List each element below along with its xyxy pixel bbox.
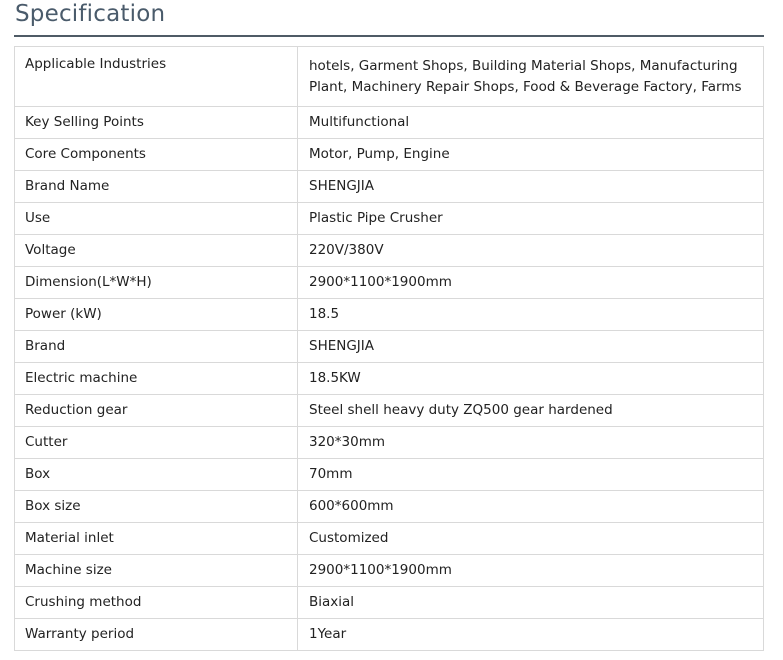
spec-value: 320*30mm (298, 427, 764, 459)
table-row (15, 491, 764, 523)
table-row (15, 459, 764, 491)
spec-label: Warranty period (15, 619, 298, 651)
spec-label: Use (15, 203, 298, 235)
spec-value: Customized (298, 523, 764, 555)
table-row (15, 139, 764, 171)
spec-value: 18.5KW (298, 363, 764, 395)
table-row (15, 171, 764, 203)
spec-value: Steel shell heavy duty ZQ500 gear hardened (298, 395, 764, 427)
spec-value: SHENGJIA (298, 331, 764, 363)
spec-value: Motor, Pump, Engine (298, 139, 764, 171)
spec-value: 70mm (298, 459, 764, 491)
spec-label: Box size (15, 491, 298, 523)
spec-label: Box (15, 459, 298, 491)
table-row (15, 619, 764, 651)
spec-label: Machine size (15, 555, 298, 587)
table-row (15, 331, 764, 363)
spec-label: Dimension(L*W*H) (15, 267, 298, 299)
table-row (15, 235, 764, 267)
spec-label: Brand Name (15, 171, 298, 203)
table-row (15, 203, 764, 235)
spec-value: 600*600mm (298, 491, 764, 523)
title-divider (14, 35, 764, 37)
table-row (15, 47, 764, 107)
table-row (15, 523, 764, 555)
spec-label: Crushing method (15, 587, 298, 619)
spec-label: Voltage (15, 235, 298, 267)
spec-label: Cutter (15, 427, 298, 459)
spec-label: Power (kW) (15, 299, 298, 331)
table-row (15, 555, 764, 587)
spec-value: hotels, Garment Shops, Building Material Shops, Manufacturing Plant, Machinery Repair Shops, Food & Beverage Factory, Farms (298, 47, 764, 107)
table-row (15, 107, 764, 139)
spec-value: SHENGJIA (298, 171, 764, 203)
spec-label: Reduction gear (15, 395, 298, 427)
spec-label: Electric machine (15, 363, 298, 395)
spec-value: 2900*1100*1900mm (298, 267, 764, 299)
spec-label: Brand (15, 331, 298, 363)
specification-table (14, 46, 764, 651)
section-title: Specification (15, 1, 166, 27)
spec-label: Applicable Industries (15, 47, 298, 107)
table-row (15, 427, 764, 459)
table-row (15, 267, 764, 299)
spec-value: Plastic Pipe Crusher (298, 203, 764, 235)
table-row (15, 395, 764, 427)
spec-value: 18.5 (298, 299, 764, 331)
spec-value: Biaxial (298, 587, 764, 619)
spec-label: Key Selling Points (15, 107, 298, 139)
table-row (15, 299, 764, 331)
spec-value: 220V/380V (298, 235, 764, 267)
spec-value: Multifunctional (298, 107, 764, 139)
table-row (15, 587, 764, 619)
spec-label: Core Components (15, 139, 298, 171)
spec-value: 2900*1100*1900mm (298, 555, 764, 587)
table-row (15, 363, 764, 395)
spec-value: 1Year (298, 619, 764, 651)
spec-label: Material inlet (15, 523, 298, 555)
